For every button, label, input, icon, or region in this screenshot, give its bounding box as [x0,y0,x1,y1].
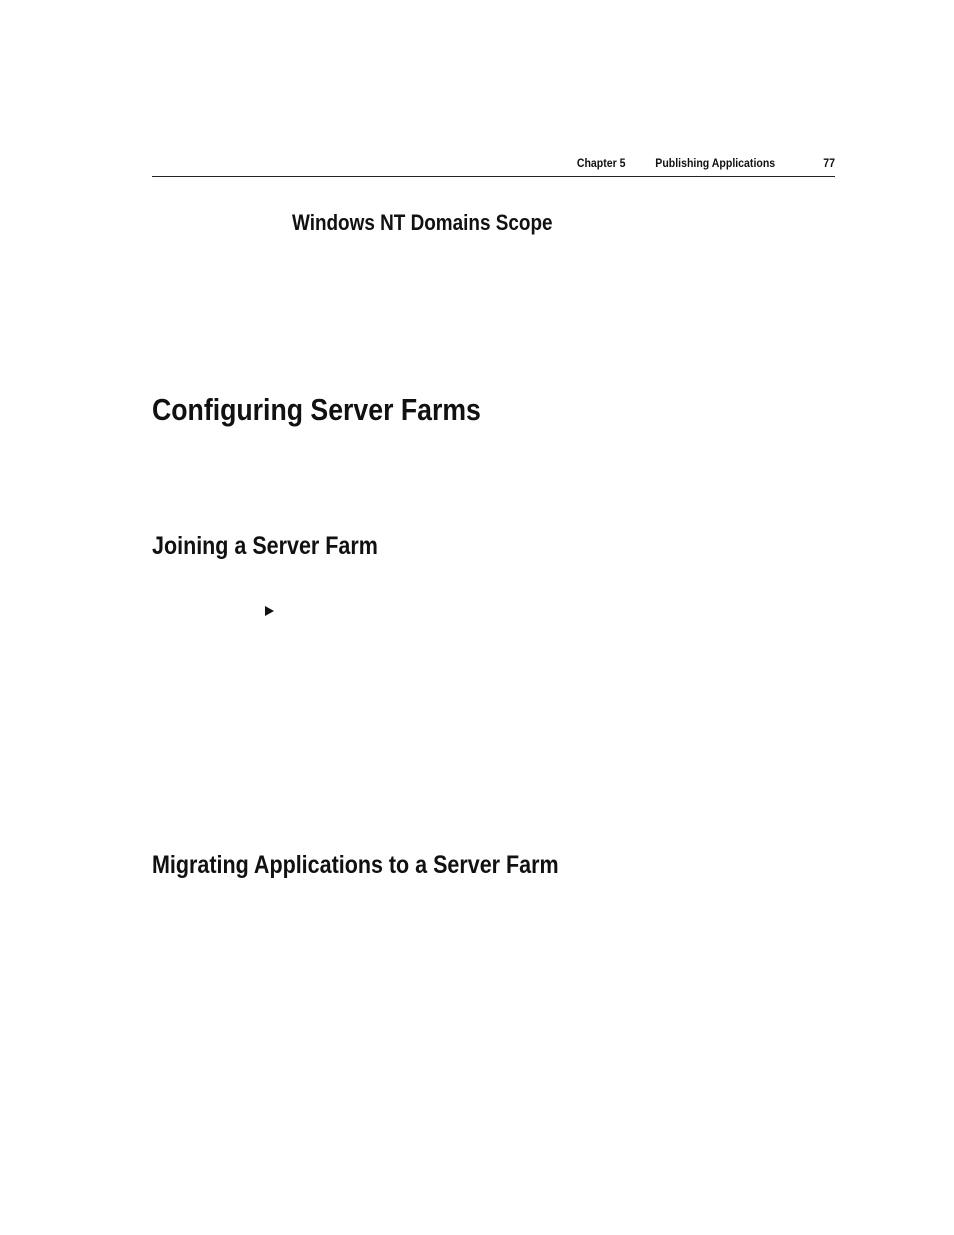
header-rule [152,176,835,177]
triangle-right-icon [265,606,274,616]
heading-configuring-server-farms: Configuring Server Farms [152,392,481,427]
page-number: 77 [823,156,835,170]
heading-migrating-applications: Migrating Applications to a Server Farm [152,851,559,879]
header-section-title: Publishing Applications [655,156,776,170]
header-chapter: Chapter 5 [576,156,626,170]
running-header [234,154,835,177]
heading-windows-nt-domains-scope: Windows NT Domains Scope [292,210,553,235]
heading-joining-a-server-farm: Joining a Server Farm [152,532,378,560]
